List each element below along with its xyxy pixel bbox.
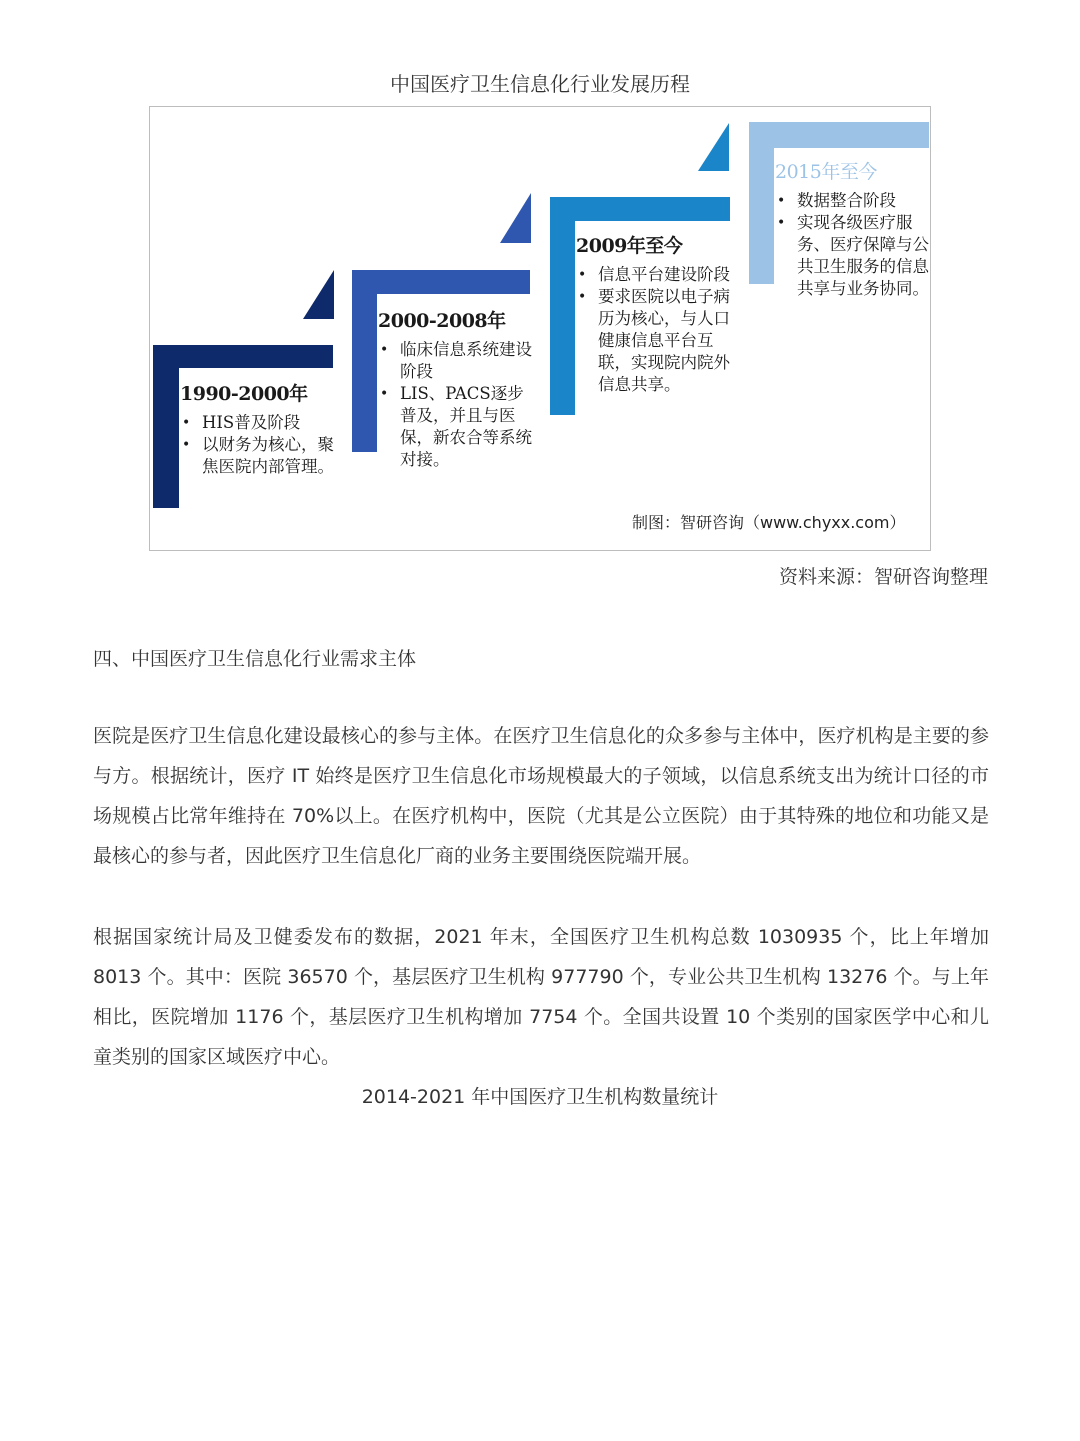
stage-1-period: 1990-2000年 bbox=[180, 383, 308, 405]
stage-3-arrow-triangle bbox=[698, 123, 729, 171]
stage-4-side-bar bbox=[749, 122, 774, 284]
stage-1-step-bar bbox=[153, 345, 333, 368]
next-chart-title: 2014-2021 年中国医疗卫生机构数量统计 bbox=[361, 1086, 719, 1108]
stage-1-item: • 以财务为核心，聚焦医院内部管理。 bbox=[180, 434, 340, 478]
stage-4-list bbox=[775, 190, 930, 300]
stage-3-list bbox=[576, 264, 736, 396]
stage-1-arrow-triangle bbox=[303, 270, 334, 319]
stage-3-step-bar bbox=[550, 197, 730, 221]
stage-2-step-bar bbox=[352, 270, 530, 294]
body-paragraph: 医院是医疗卫生信息化建设最核心的参与主体。在医疗卫生信息化的众多参与主体中，医疗机构是主要的参与方。根据统计，医疗 IT 始终是医疗卫生信息化市场规模最大的子领域，以信息系统支出为统计口径的市场规模占比常年维持在 70%以上。在医疗机构中，医院（尤其是公立医院）由于其特殊的地位和功能又是最核心的参与者，因此医疗卫生信息化厂商的业务主要围绕医院端开展。 bbox=[93, 725, 989, 867]
stage-1-side-bar bbox=[153, 345, 179, 508]
figure-credit: 制图：智研咨询（www.chyxx.com） bbox=[632, 513, 906, 532]
stage-2-arrow-triangle bbox=[500, 193, 531, 243]
stage-2-item: • LIS、PACS逐步普及，并且与医保，新农合等系统对接。 bbox=[378, 383, 538, 471]
stage-1-item: • HIS普及阶段 bbox=[180, 412, 340, 434]
source-note: 资料来源：智研咨询整理 bbox=[778, 566, 988, 588]
stage-4 bbox=[775, 157, 930, 300]
stage-4-period: 2015年至今 bbox=[775, 161, 877, 183]
stage-2-item: • 临床信息系统建设阶段 bbox=[378, 339, 538, 383]
stage-3-period: 2009年至今 bbox=[576, 235, 683, 257]
stage-2-list bbox=[378, 339, 538, 471]
stage-3 bbox=[576, 231, 736, 396]
stage-3-item: • 信息平台建设阶段 bbox=[576, 264, 736, 286]
development-timeline-figure bbox=[149, 106, 931, 551]
stage-2 bbox=[378, 306, 538, 471]
stage-3-item: • 要求医院以电子病历为核心，与人口健康信息平台互联，实现院内院外信息共享。 bbox=[576, 286, 736, 396]
stage-2-side-bar bbox=[352, 270, 377, 452]
stage-4-item: • 数据整合阶段 bbox=[775, 190, 930, 212]
stage-2-period: 2000-2008年 bbox=[378, 310, 506, 332]
figure-title: 中国医疗卫生信息化行业发展历程 bbox=[390, 72, 690, 96]
body-paragraph: 根据国家统计局及卫健委发布的数据，2021 年末，全国医疗卫生机构总数 1030935 个，比上年增加 8013 个。其中：医院 36570 个，基层医疗卫生机构 977790 个，专业公共卫生机构 13276 个。与上年相比，医院增加 1176 个，基层医疗卫生机构增加 7754 个。全国共设置 10 个类别的国家医学中心和儿童类别的国家区域医疗中心。 bbox=[93, 926, 989, 1068]
stage-4-step-bar bbox=[749, 122, 929, 148]
section-heading: 四、中国医疗卫生信息化行业需求主体 bbox=[93, 648, 417, 670]
stage-1-list bbox=[180, 412, 340, 478]
stage-3-side-bar bbox=[550, 197, 575, 415]
stage-1 bbox=[180, 379, 340, 478]
stage-4-item: • 实现各级医疗服务、医疗保障与公共卫生服务的信息共享与业务协同。 bbox=[775, 212, 930, 300]
